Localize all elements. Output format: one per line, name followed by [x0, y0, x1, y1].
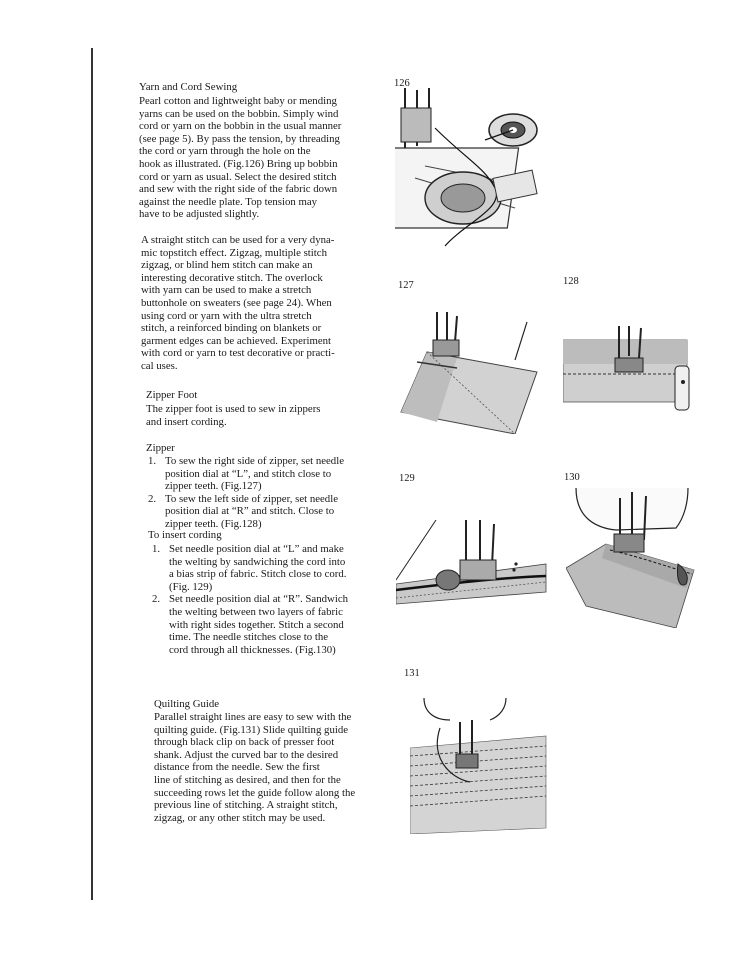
text-line: garment edges can be achieved. Experiment [141, 334, 332, 347]
quilting-guide-paragraph [154, 711, 384, 824]
figure-130-number: 130 [564, 472, 580, 483]
zipper-foot-paragraph [146, 403, 376, 428]
text-line: cal uses. [141, 359, 178, 372]
text-line: mic topstitch effect. Zigzag, multiple stitch [141, 246, 327, 259]
zipper-heading: Zipper [146, 442, 175, 454]
text-line: cord or yarn on the bobbin in the usual manner [139, 120, 342, 133]
text-line: yarns can be used on the bobbin. Simply wind [139, 107, 339, 120]
text-line: have to be adjusted slightly. [139, 208, 260, 221]
text-line: and insert cording. [146, 415, 227, 428]
text-line: shank. Adjust the curved bar to the desired [154, 748, 339, 761]
text-line: time. The needle stitches close to the [169, 631, 329, 644]
text-line: Set needle position dial at “L” and make [169, 543, 344, 555]
text-line: zigzag, or any other stitch may be used. [154, 811, 326, 824]
text-line: with right sides together. Stitch a second [169, 618, 344, 631]
text-line: (Fig. 129) [169, 580, 213, 593]
left-margin-rule [91, 48, 93, 900]
list-item [148, 543, 384, 593]
step-number: 2. [148, 492, 157, 505]
text-line: a bias strip of fabric. Stitch close to cord. [169, 568, 347, 581]
text-line: zipper teeth. (Fig.127) [165, 480, 262, 493]
text-line: position dial at “R” and stitch. Close to [165, 505, 335, 518]
text-line: distance from the needle. Sew the first [154, 761, 320, 774]
text-line: Pearl cotton and lightweight baby or mending [139, 95, 337, 107]
text-line: the welting by sandwiching the cord into [169, 555, 346, 568]
text-line: quilting guide. (Fig.131) Slide quilting guide [154, 723, 349, 736]
text-line: against the needle plate. Top tension may [139, 195, 318, 208]
text-line: and sew with the right side of the fabric down [139, 183, 338, 196]
list-item [148, 593, 384, 656]
figure-128-zipper-left-side [563, 326, 691, 416]
text-line: To sew the left side of zipper, set needle [165, 492, 338, 505]
text-line: cord or yarn as usual. Select the desired stitch [139, 170, 337, 183]
figure-130-cording-thicknesses [566, 488, 696, 628]
text-line: succeeding rows let the guide follow along the [154, 786, 356, 799]
text-line: cord through all thicknesses. (Fig.130) [169, 643, 336, 656]
step-number: 1. [152, 543, 161, 555]
text-line: The zipper foot is used to sew in zippers [146, 403, 321, 415]
figure-128-number: 128 [563, 276, 579, 287]
figure-127-number: 127 [398, 280, 414, 291]
text-line: line of stitching as desired, and then for the [154, 773, 341, 786]
figure-131-number: 131 [404, 668, 420, 679]
text-line: with cord or yarn to test decorative or practi- [141, 347, 335, 360]
text-line: the cord or yarn through the hole on the [139, 145, 311, 158]
text-line: interesting decorative stitch. The overlock [141, 271, 323, 284]
quilting-guide-heading: Quilting Guide [154, 698, 220, 710]
zipper-foot-heading: Zipper Foot [146, 389, 198, 401]
text-line: zigzag, or blind hem stitch can make an [141, 259, 313, 272]
text-line: with yarn can be used to make a stretch [141, 284, 312, 297]
figure-129-cording-welting [396, 520, 549, 620]
text-line: buttonhole on sweaters (see page 24). When [141, 296, 332, 309]
figure-129-number: 129 [399, 473, 415, 484]
text-line: (see page 5). By pass the tension, by threading [139, 132, 340, 145]
text-line: position dial at “L”, and stitch close to [165, 467, 332, 480]
text-line: Set needle position dial at “R”. Sandwich [169, 593, 349, 606]
figure-127-zipper-right-side [397, 312, 542, 434]
text-line: through black clip on back of presser foot [154, 736, 335, 749]
figure-131-quilting-guide [410, 698, 548, 834]
cording-heading: To insert cording [148, 529, 222, 541]
text-line: A straight stitch can be used for a very dyna- [141, 234, 335, 246]
figure-126-number: 126 [394, 78, 410, 89]
text-line: stitch, a reinforced binding on blankets or [141, 322, 322, 335]
step-number: 1. [148, 455, 157, 467]
text-line: using cord or yarn with the ultra stretch [141, 309, 312, 322]
list-item [144, 455, 379, 493]
zipper-steps [144, 455, 379, 531]
text-line: zipper teeth. (Fig.128) [165, 517, 262, 530]
text-line: To sew the right side of zipper, set needle [165, 455, 345, 467]
text-line: Parallel straight lines are easy to sew with the [154, 711, 352, 723]
text-line: the welting between two layers of fabric [169, 605, 343, 618]
figure-126-bobbin-threading [395, 88, 545, 248]
list-item [144, 493, 379, 531]
yarn-cord-paragraph-2 [141, 234, 374, 373]
step-number: 2. [152, 593, 161, 606]
text-line: previous line of stitching. A straight stitch, [154, 799, 338, 812]
cording-steps [148, 543, 384, 656]
yarn-cord-paragraph-1 [139, 95, 372, 221]
text-line: hook as illustrated. (Fig.126) Bring up bobbin [139, 157, 338, 170]
yarn-cord-heading: Yarn and Cord Sewing [139, 81, 238, 93]
